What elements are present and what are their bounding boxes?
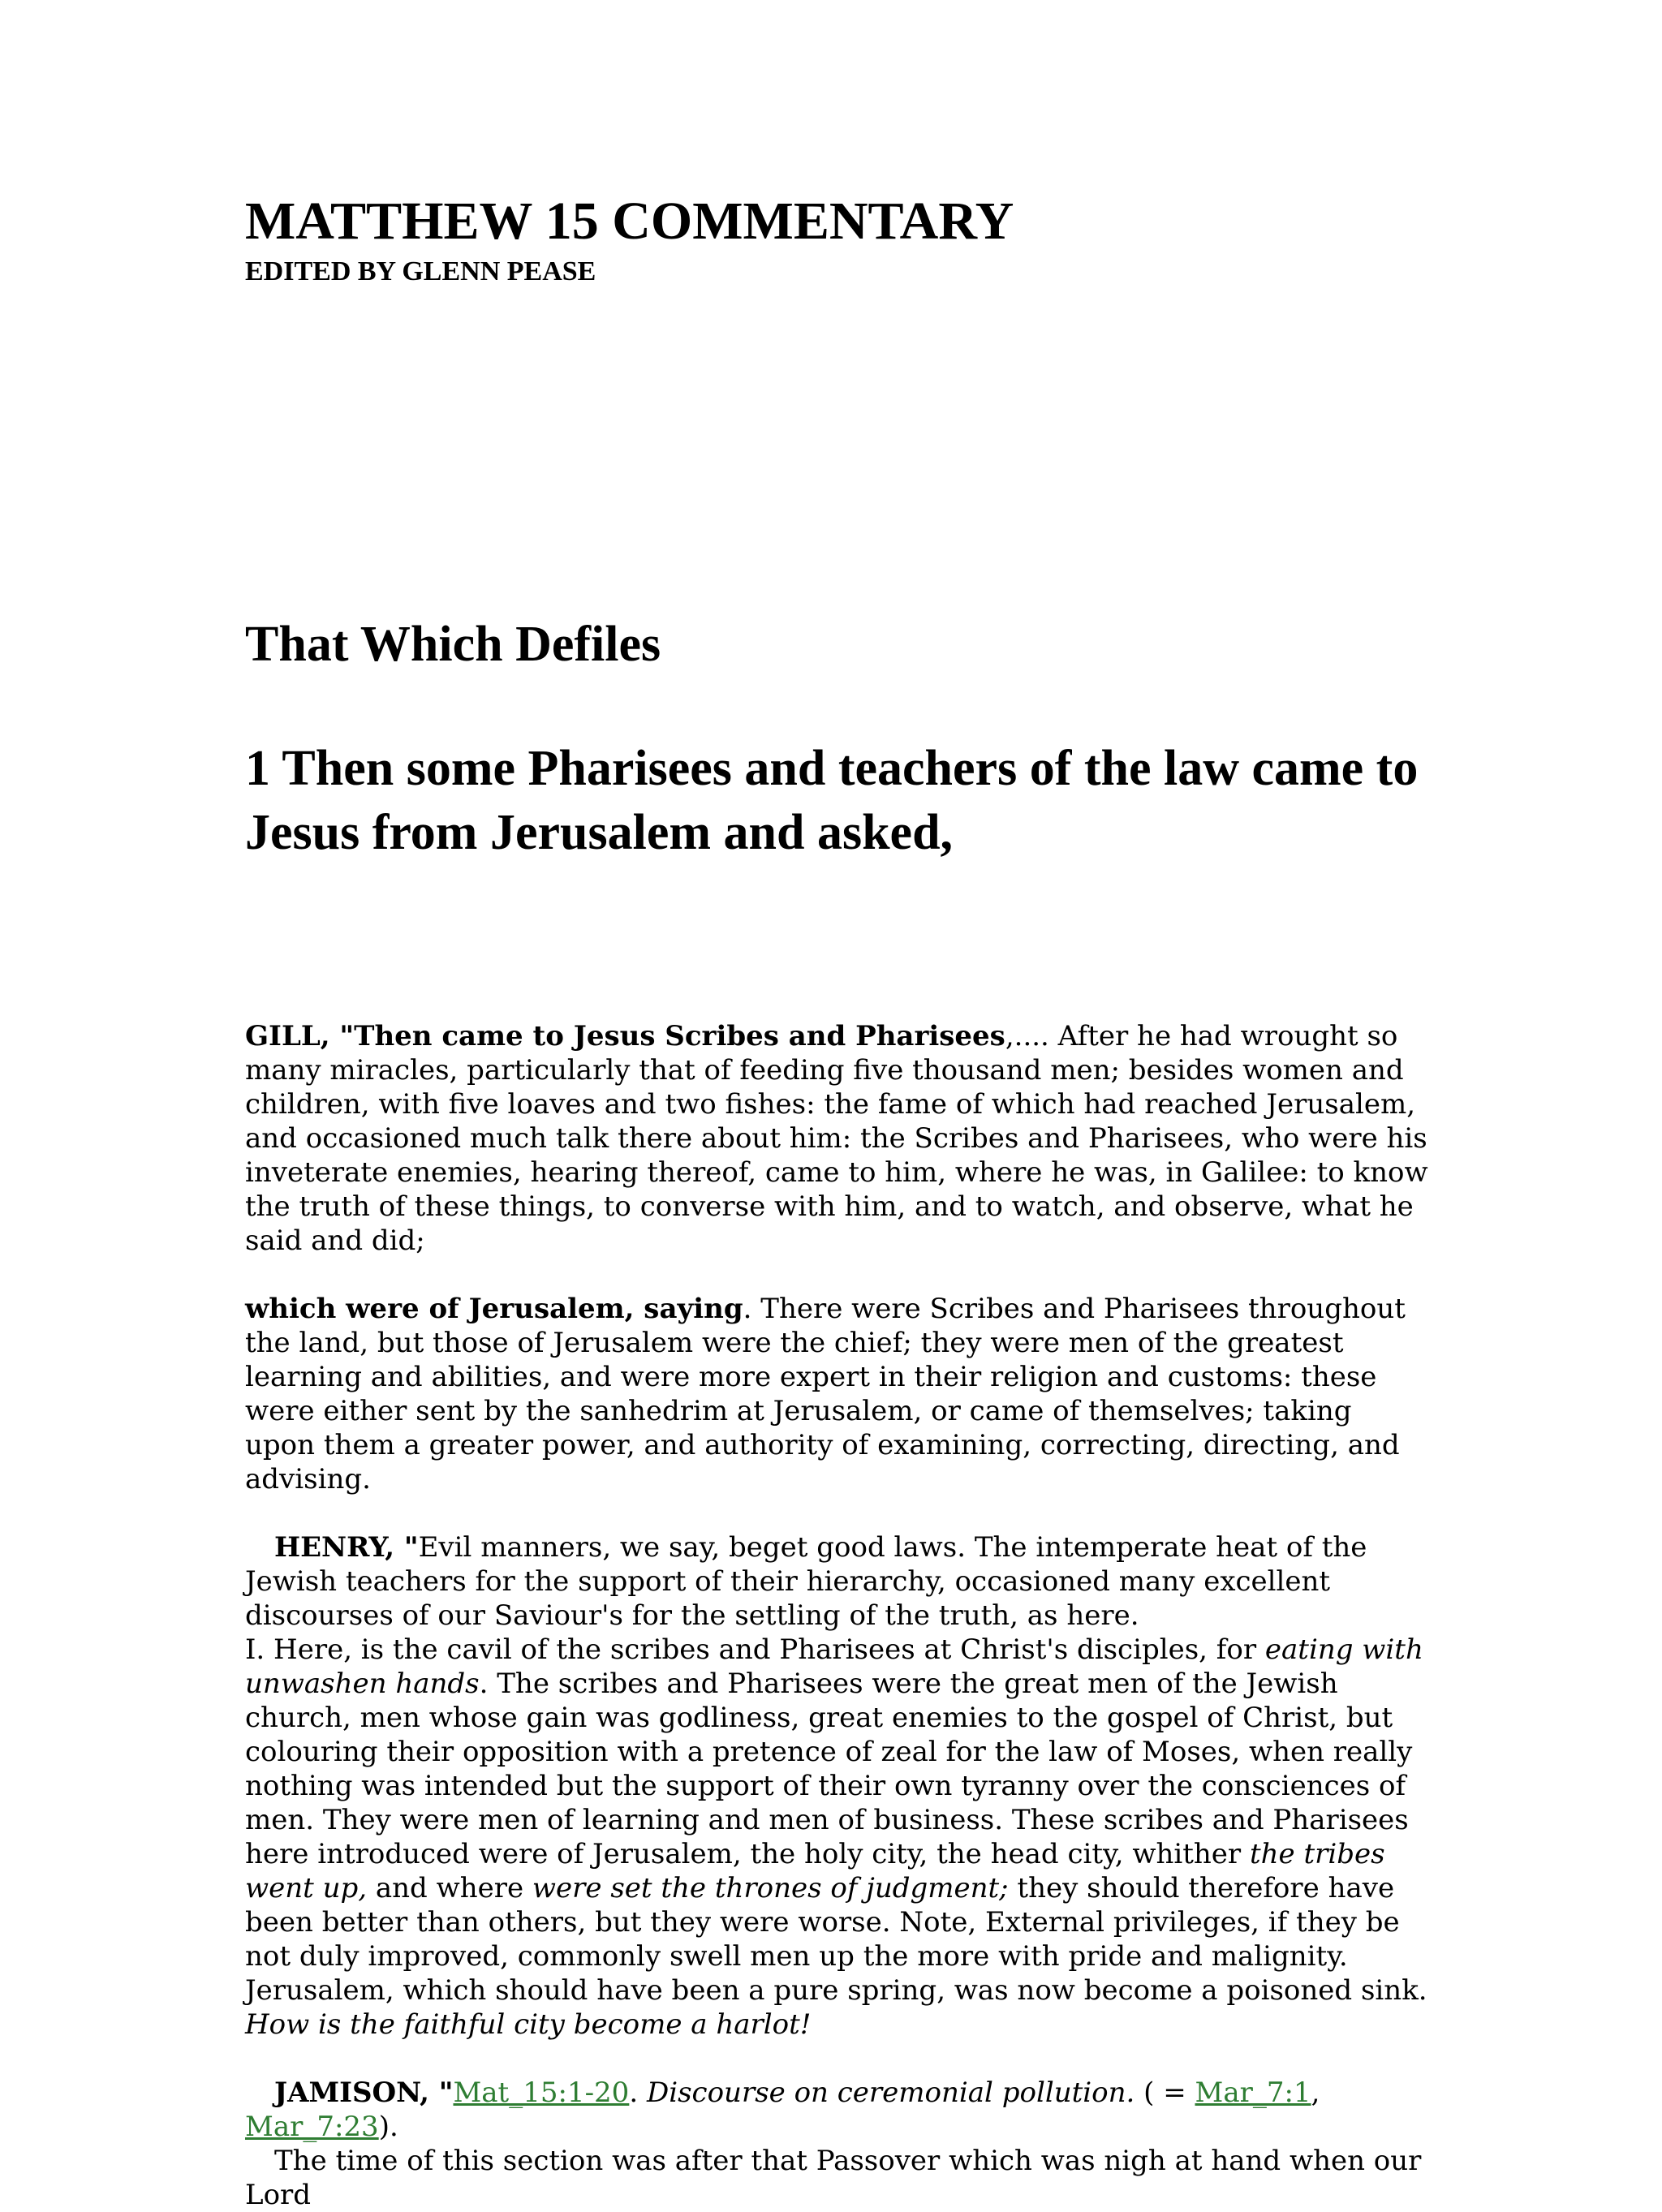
section-title: That Which Defiles (245, 617, 661, 672)
gill-paragraph-1 (245, 1019, 1430, 1258)
editor-line: EDITED BY GLENN PEASE (245, 256, 596, 286)
jamison-sep-3: , (1311, 2076, 1320, 2109)
gill-text-1: ,.... After he had wrought so many miracles, particularly that of feeding five thousand men; besides women and children, with five loaves and two fishes: the fame of which had reached Jerusalem, and occasioned much talk there about him: the Scribes and Pharisees, who were his inveterate enemies, hearing thereof, came to him, where he was, in Galilee: to know the truth of these things, to converse with him, and to watch, and observe, what he said and did; (245, 1020, 1428, 1257)
gill-text-2: . There were Scribes and Pharisees throughout the land, but those of Jerusalem were the chief; they were men of the greatest learning and abilities, and were more expert in their religion and customs: these were either sent by the sanhedrim at Jerusalem, or came of themselves; taking upon them a greater power, and authority of examining, correcting, directing, and advising. (245, 1293, 1406, 1495)
jamison-heading: Discourse on ceremonial pollution. (646, 2076, 1135, 2109)
henry-italic-3: were set the thrones of judgment; (532, 1872, 1009, 1904)
jamison-label: JAMISON, " (274, 2076, 454, 2109)
henry-italic-4: How is the faithful city become a harlot! (245, 2008, 812, 2041)
gill-paragraph-2 (245, 1292, 1430, 1496)
henry-intro: Evil manners, we say, beget good laws. The intemperate heat of the Jewish teachers for the support of their hierarchy, occasioned many excellent discourses of our Saviour's for the settling of the truth, as here. (245, 1531, 1367, 1632)
henry-text-b: . The scribes and Pharisees were the great men of the Jewish church, men whose gain was godliness, great enemies to the gospel of Christ, but colouring their opposition with a pretence of zeal for the law of Moses, when really nothing was intended but the support of their own tyranny over the consciences of men. They were men of learning and men of business. These scribes and Pharisees here introduced were of Jerusalem, the holy city, the head city, whither (245, 1668, 1413, 1870)
commentary-body (245, 1019, 1430, 2212)
scripture-link-mar-7-1[interactable]: Mar_7:1 (1195, 2076, 1311, 2109)
henry-paragraph-1 (245, 1530, 1430, 1633)
gill-label: GILL, " (245, 1020, 355, 1052)
jamison-paragraph-1 (245, 2076, 1430, 2144)
henry-text-c: and where (367, 1872, 532, 1904)
gill-quote-1: Then came to Jesus Scribes and Pharisees (354, 1020, 1005, 1052)
henry-text-a: I. Here, is the cavil of the scribes and Pharisees at Christ's disciples, for (245, 1633, 1265, 1666)
scripture-link-mat-15-1-20[interactable]: Mat_15:1-20 (453, 2076, 630, 2109)
document-title: MATTHEW 15 COMMENTARY (245, 192, 1014, 251)
henry-paragraph-2 (245, 1633, 1430, 2042)
henry-label: HENRY, " (274, 1531, 419, 1564)
verse-heading: 1 Then some Pharisees and teachers of the law came to Jesus from Jerusalem and asked, (245, 741, 1419, 860)
jamison-sep-4: ). (378, 2111, 398, 2143)
jamison-sep-1: . (629, 2076, 647, 2109)
jamison-sep-2: ( = (1135, 2076, 1195, 2109)
gill-quote-2: which were of Jerusalem, saying (245, 1293, 743, 1325)
jamison-paragraph-2: The time of this section was after that Passover which was nigh at hand when our Lord (245, 2145, 1422, 2211)
scripture-link-mar-7-23[interactable]: Mar_7:23 (245, 2111, 379, 2143)
henry-text-d: they should therefore have been better than others, but they were worse. Note, External privileges, if they be not duly improved, commonly swell men up the more with pride and malignity. Jerusalem, which should have been a pure spring, was now become a poisoned sink. (245, 1872, 1427, 2007)
henry-italic-2: the tribes went up, (245, 1838, 1385, 1904)
page (245, 192, 1430, 2211)
henry-italic-1: eating with unwashen hands (245, 1633, 1423, 1700)
